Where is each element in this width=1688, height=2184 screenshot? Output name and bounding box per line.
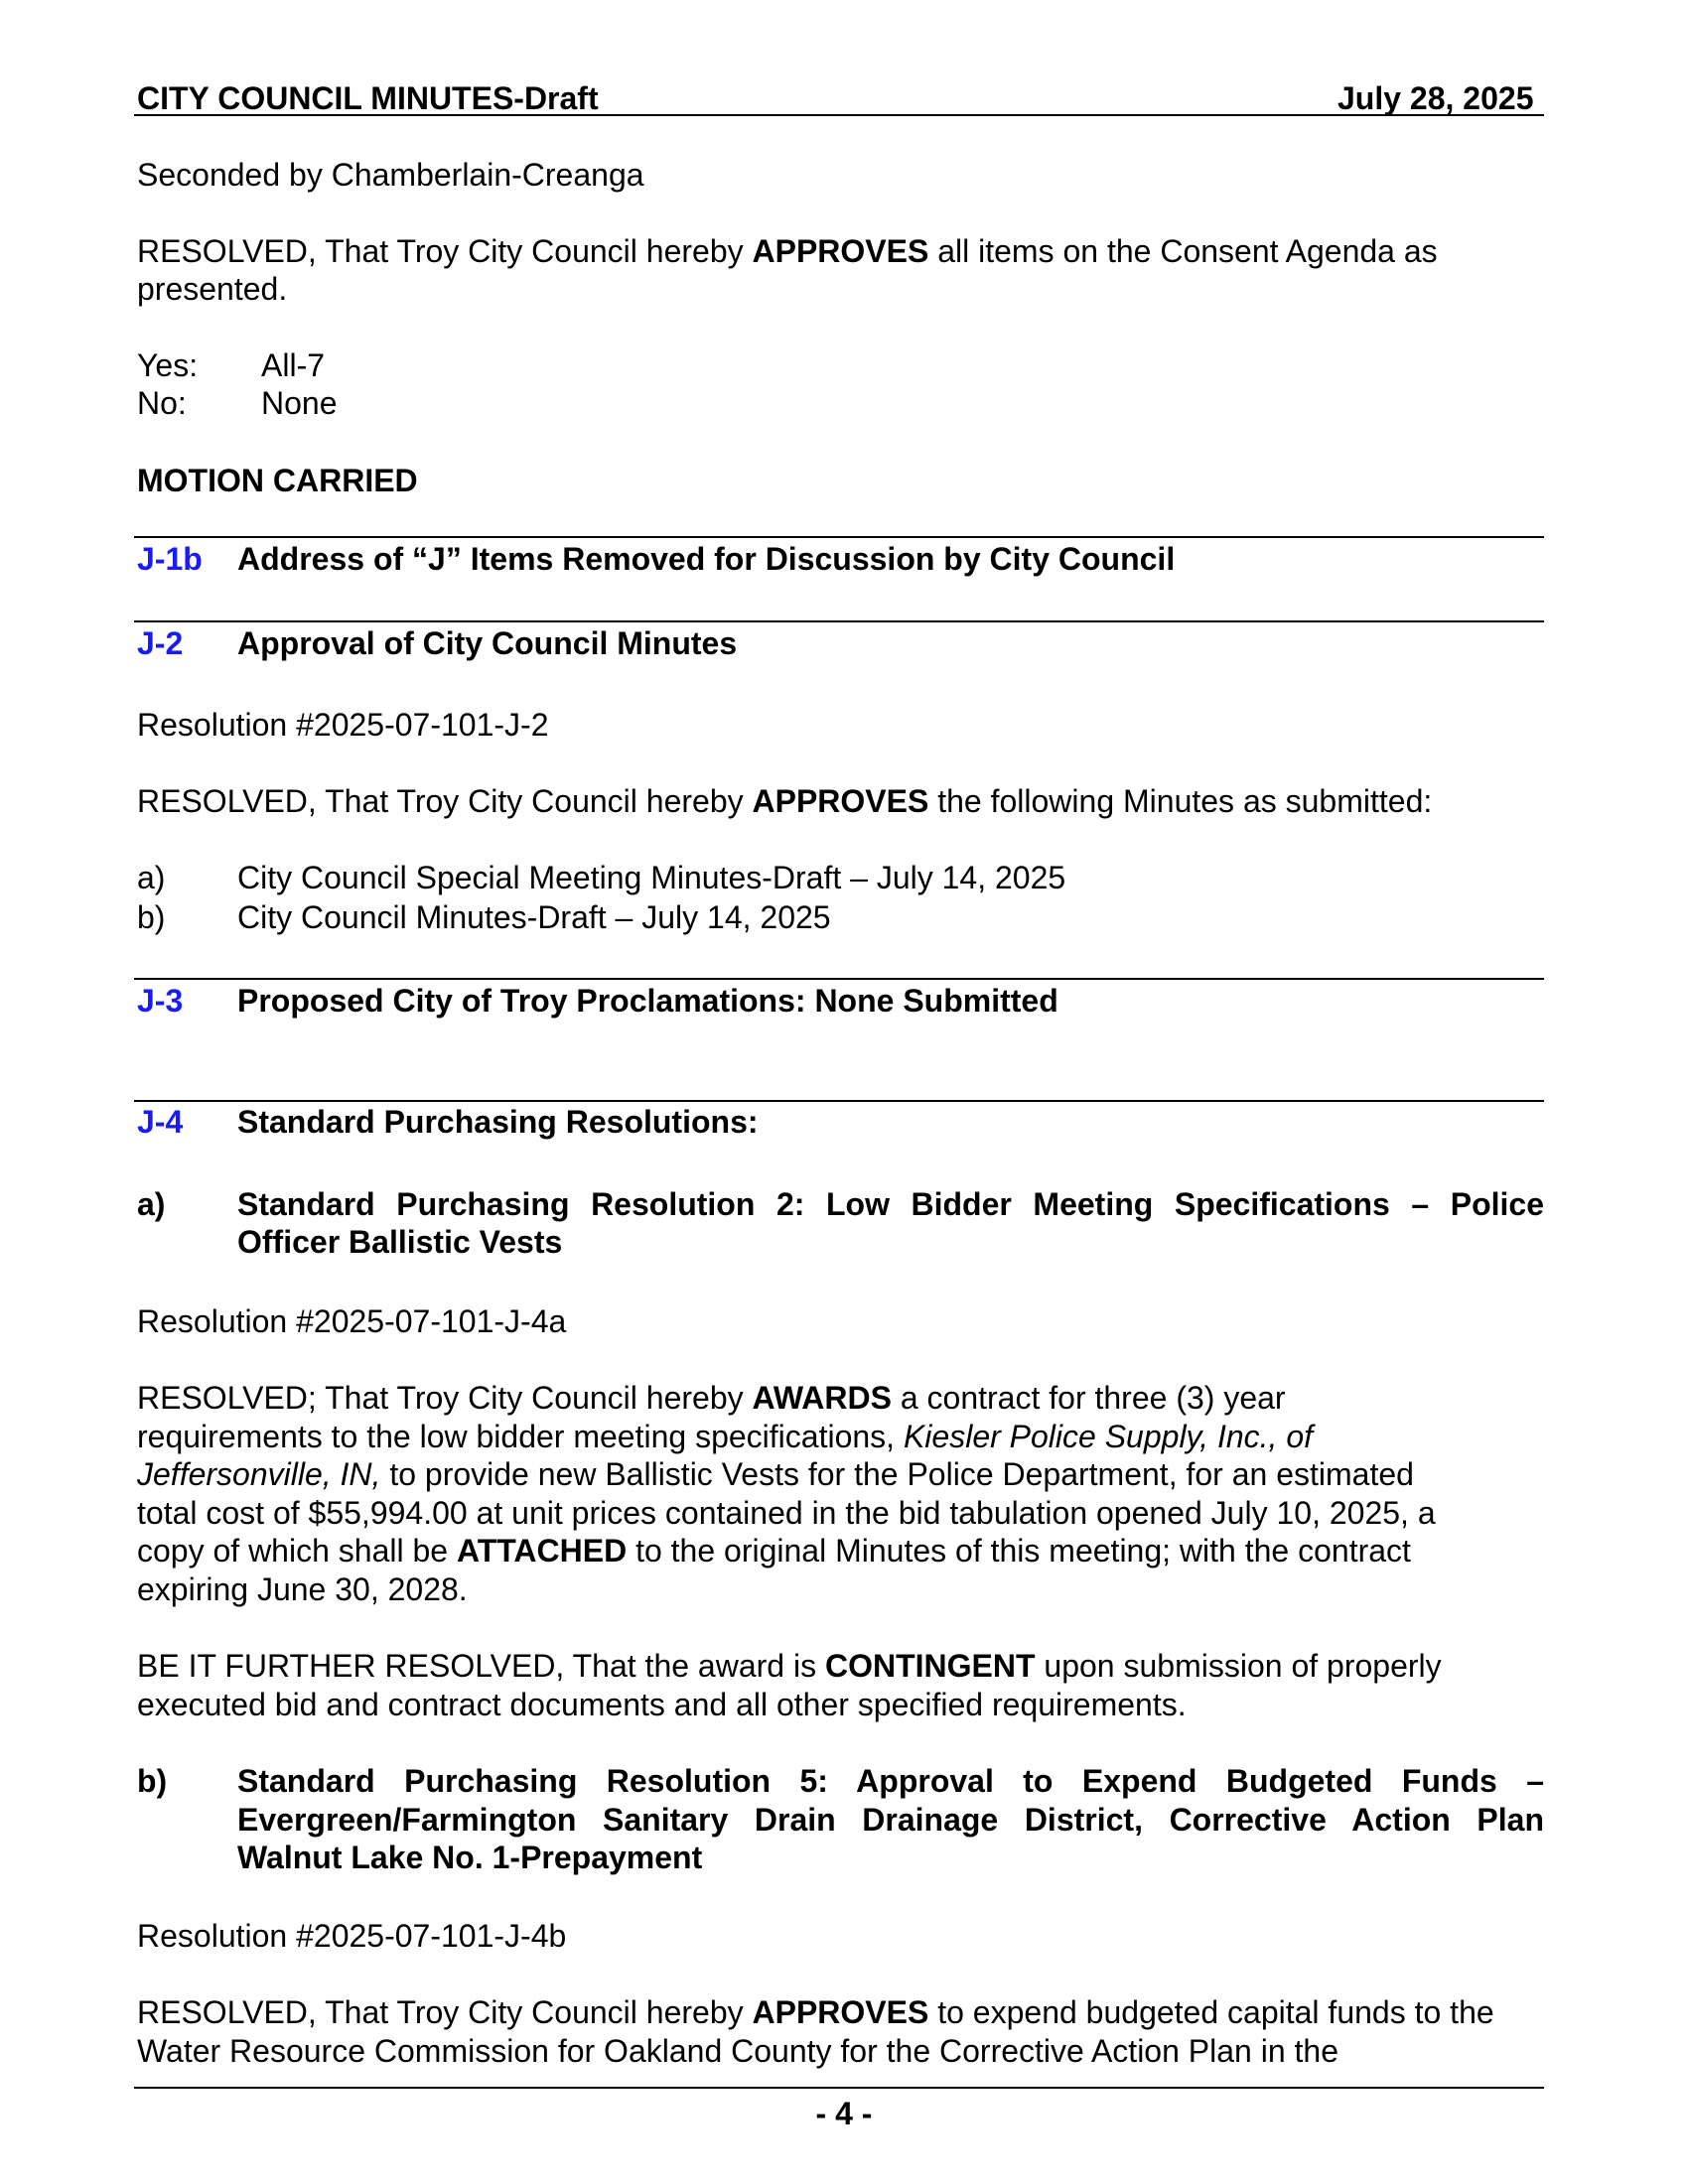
footer-rule (134, 2087, 1544, 2089)
vote-no-label: No: (137, 385, 187, 421)
item-number-j2: J-2 (137, 625, 184, 661)
vote-yes-label: Yes: (137, 347, 199, 383)
section-rule (134, 620, 1544, 622)
j4a-further-resolved-cont: executed bid and contract documents and all other specified requirements. (137, 1687, 1187, 1722)
list-item: City Council Special Meeting Minutes-Draft – July 14, 2025 (237, 860, 1066, 895)
consent-resolution-cont: presented. (137, 271, 288, 307)
list-item-letter: a) (137, 860, 166, 895)
j4a-resolution-line: expiring June 30, 2028. (137, 1571, 468, 1607)
subitem-title-a-cont: Officer Ballistic Vests (237, 1224, 563, 1260)
section-rule (134, 536, 1544, 538)
page-number: - 4 - (815, 2096, 873, 2131)
resolution-number: Resolution #2025-07-101-J-4b (137, 1918, 567, 1954)
document-date: July 28, 2025 (1337, 80, 1534, 116)
j4b-resolution-line: Water Resource Commission for Oakland County for the Corrective Action Plan in the (137, 2033, 1338, 2069)
j4a-resolution-line: Jeffersonville, IN, to provide new Ballistic Vests for the Police Department, for an estimated (137, 1456, 1414, 1492)
list-item-letter: b) (137, 899, 166, 935)
item-number-j3: J-3 (137, 983, 184, 1019)
j2-resolution: RESOLVED, That Troy City Council hereby APPROVES the following Minutes as submitted: (137, 783, 1433, 819)
list-item: City Council Minutes-Draft – July 14, 2025 (237, 899, 831, 935)
item-title-j1b: Address of “J” Items Removed for Discussion by City Council (237, 541, 1176, 577)
item-title-j2: Approval of City Council Minutes (237, 625, 738, 661)
vote-yes-value: All-7 (261, 347, 326, 383)
motion-carried: MOTION CARRIED (137, 463, 418, 498)
subitem-title-b-cont: Walnut Lake No. 1-Prepayment (237, 1840, 703, 1875)
item-title-j3: Proposed City of Troy Proclamations: None Submitted (237, 983, 1058, 1019)
item-number-j1b: J-1b (137, 541, 203, 577)
item-title-j4: Standard Purchasing Resolutions: (237, 1104, 759, 1140)
vote-no-value: None (261, 385, 338, 421)
consent-resolution: RESOLVED, That Troy City Council hereby APPROVES all items on the Consent Agenda as (137, 233, 1438, 269)
j4b-resolution-line: RESOLVED, That Troy City Council hereby APPROVES to expend budgeted capital funds to the (137, 1994, 1494, 2030)
subitem-letter-b: b) (137, 1763, 168, 1799)
j4a-resolution-line: requirements to the low bidder meeting specifications, Kiesler Police Supply, Inc., of (137, 1419, 1313, 1454)
seconded-by: Seconded by Chamberlain-Creanga (137, 157, 644, 193)
resolution-number: Resolution #2025-07-101-J-4a (137, 1303, 567, 1339)
resolution-number: Resolution #2025-07-101-J-2 (137, 707, 549, 743)
header-rule (134, 114, 1544, 116)
section-rule (134, 978, 1544, 980)
section-rule (134, 1100, 1544, 1102)
subitem-letter-a: a) (137, 1186, 166, 1222)
subitem-title-b: Standard Purchasing Resolution 5: Approval to Expend Budgeted Funds – (237, 1763, 1544, 1799)
j4a-resolution-line: copy of which shall be ATTACHED to the original Minutes of this meeting; with the contract (137, 1533, 1411, 1569)
subitem-title-a: Standard Purchasing Resolution 2: Low Bidder Meeting Specifications – Police (237, 1186, 1544, 1222)
document-title: CITY COUNCIL MINUTES-Draft (137, 80, 599, 116)
j4a-resolution-line: RESOLVED; That Troy City Council hereby AWARDS a contract for three (3) year (137, 1380, 1286, 1416)
j4a-further-resolved: BE IT FURTHER RESOLVED, That the award is CONTINGENT upon submission of properly (137, 1648, 1442, 1684)
item-number-j4: J-4 (137, 1104, 184, 1140)
j4a-resolution-line: total cost of $55,994.00 at unit prices contained in the bid tabulation opened July 10, 2025, a (137, 1495, 1436, 1531)
subitem-title-b-cont: Evergreen/Farmington Sanitary Drain Drainage District, Corrective Action Plan (237, 1802, 1544, 1838)
